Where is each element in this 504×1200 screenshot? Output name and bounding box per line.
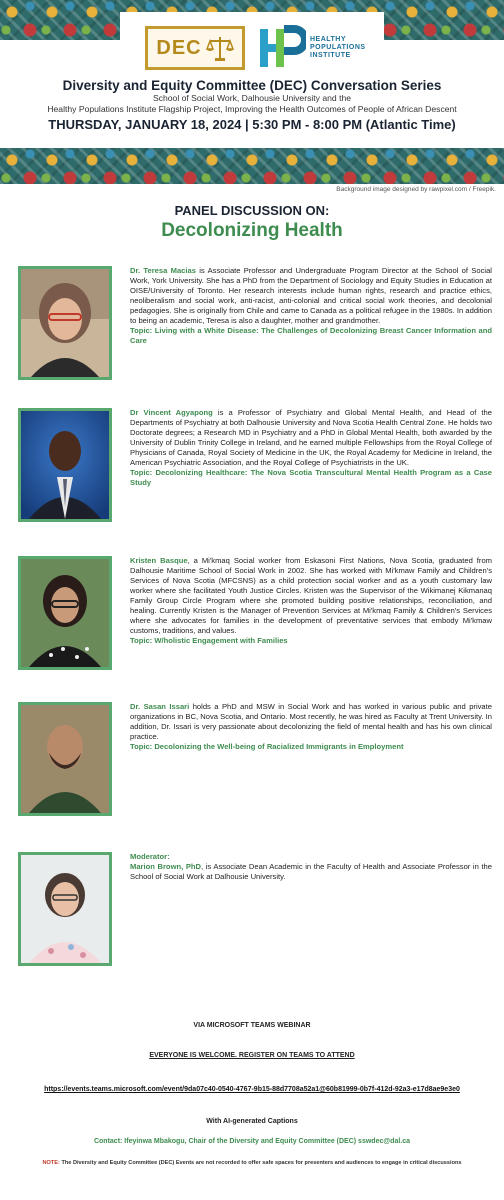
panel-heading: PANEL DISCUSSION ON: <box>174 203 330 218</box>
speaker-topic: Topic: Decolonizing Healthcare: The Nova Scotia Transcultural Mental Health Program as a Case Study <box>130 468 492 487</box>
dec-logo-text: DEC <box>156 36 202 59</box>
speaker-photo <box>18 556 112 670</box>
speaker-topic: Topic: Living with a White Disease: The Challenges of Decolonizing Breast Cancer Information and Care <box>130 326 492 345</box>
registration-link[interactable]: https://events.teams.microsoft.com/event/9da07c40-0540-4767-9b15-88d7708a52a1@60b81999-0b7f-412d-92a3-e17d8ae9e3e0 <box>44 1086 460 1093</box>
note-label: NOTE: <box>42 1160 60 1166</box>
moderator-photo <box>18 852 112 966</box>
speaker-topic: Topic: W/holistic Engagement with Families <box>130 636 288 645</box>
speaker-bio-text: is a Professor of Psychiatry and Global Mental Health, and Head of the Departments of Psychiatry at both Dalhousie University and Nova Scotia Health Central Zone. He holds two Doctorate degrees; a Research MD in Psychiatry and a PhD in Global Mental Health, both awarded by the University of Dublin Trinity College in Ireland, and he earned multiple Fellowships from the Royal College of Physicians of Canada, Royal Society of Medicine in the UK, the Royal Academy for Medicine in Ireland, the American Psychiatric Association, and the Royal College of Psychiatrists in the UK. <box>130 408 492 467</box>
note-value: The Diversity and Equity Committee (DEC) Events are not recorded to offer safe spaces for presenters and audiences to engage in critical discussions <box>59 1160 462 1166</box>
hpi-logo-line3: INSTITUTE <box>310 52 351 59</box>
webinar-platform: VIA MICROSOFT TEAMS WEBINAR <box>193 1022 311 1029</box>
hpi-logo <box>258 24 378 72</box>
panel-title: Decolonizing Health <box>161 220 343 241</box>
speaker-bio <box>130 408 492 488</box>
speaker-topic: Topic: Decolonizing the Well-being of Racialized Immigrants in Employment <box>130 742 404 751</box>
welcome-notice: EVERYONE IS WELCOME. REGISTER ON TEAMS TO ATTEND <box>149 1052 355 1059</box>
moderator-bio <box>130 852 492 882</box>
hpi-logo-line2: POPULATIONS <box>310 44 366 51</box>
event-date-time: THURSDAY, JANUARY 18, 2024 | 5:30 PM - 8:00 PM (Atlantic Time) <box>48 117 456 132</box>
speaker-name: Kristen Basque <box>130 556 188 565</box>
speaker-name: Dr Vincent Agyapong <box>130 408 213 417</box>
speaker-bio <box>130 702 492 752</box>
speaker-name: Dr. Teresa Macias <box>130 266 196 275</box>
moderator-label: Moderator: <box>130 852 170 861</box>
hpi-mark-icon <box>258 25 306 71</box>
event-title-band <box>0 72 504 148</box>
speaker-photo <box>18 266 112 380</box>
dec-logo <box>145 26 245 70</box>
speaker-bio-text: is Associate Professor and Undergraduate Program Director at the School of Social Work, York University. She has a PhD from the Department of Sociology and Equity Studies in Education at OISE/University of Toronto. Her research interests include human rights, research and practice ethics, neoliberalism and social work, anti-racist, anti-colonial and critical social work theories, and decolonial pedagogies. She is originally from Chile and came to Canada as a political refugee in the 1980s. In addition to being an academic, Teresa is also a daughter, mother and grandmother. <box>130 266 492 325</box>
hpi-logo-line1: HEALTHY <box>310 36 347 43</box>
captions-notice: With AI-generated Captions <box>206 1118 298 1125</box>
speaker-photo <box>18 408 112 522</box>
organizer-line-1: School of Social Work, Dalhousie University and the <box>152 93 352 103</box>
image-credit: Background image designed by rawpixel.com / Freepik. <box>336 186 496 193</box>
speaker-bio <box>130 556 492 646</box>
speaker-bio-text: , a Mi'kmaq Social worker from Eskasoni First Nations, Nova Scotia, graduated from Dalhousie Maritime School of Social Work in 2002. She has worked with Mi'kmaw Family and Children's Services of Nova Scotia (MFCSNS) as a child protection social worker and as a youth customary law worker where she facilitated Youth Justice Circles. Kristen was the Supervisor of the Wikimanej Kikmanaq Family Group Circle Program where she promoted building positive relationships, reconciliation, and healing. Currently Kristen is the Manager of Prevention Services at Mi'kmaq Family & Children's Services where she advocates for families in the development of preventative services that embody Mi'kmaw customs, traditions, and values. <box>130 556 492 635</box>
moderator-bio-text: , is Associate Dean Academic in the Faculty of Health and Associate Professor in the School of Social Work at Dalhousie University. <box>130 862 493 881</box>
moderator-name: Marion Brown, PhD <box>130 862 202 871</box>
series-title: Diversity and Equity Committee (DEC) Conversation Series <box>62 78 442 93</box>
speaker-bio-text: holds a PhD and MSW in Social Work and has worked in various public and private organizations in BC, Nova Scotia, and Ontario. Most recently, he was hired as Faculty at Trent University. In addition, Dr. Issari is very passionate about decolonizing the field of mental health and has his own clinical practice. <box>130 702 492 741</box>
contact-value: Ifeyinwa Mbakogu, Chair of the Diversity and Equity Committee (DEC) sswdec@dal.ca <box>122 1138 411 1145</box>
decorative-pattern-bottom <box>0 148 504 184</box>
contact-label: Contact: <box>93 1138 123 1145</box>
recording-note <box>0 1160 504 1166</box>
speaker-bio <box>130 266 492 346</box>
speaker-photo <box>18 702 112 816</box>
contact-line <box>0 1138 504 1145</box>
speaker-name: Dr. Sasan Issari <box>130 702 190 711</box>
balance-scale-icon <box>206 34 234 62</box>
organizer-line-2: Healthy Populations Institute Flagship Project, Improving the Health Outcomes of People of African Descent <box>47 104 457 114</box>
